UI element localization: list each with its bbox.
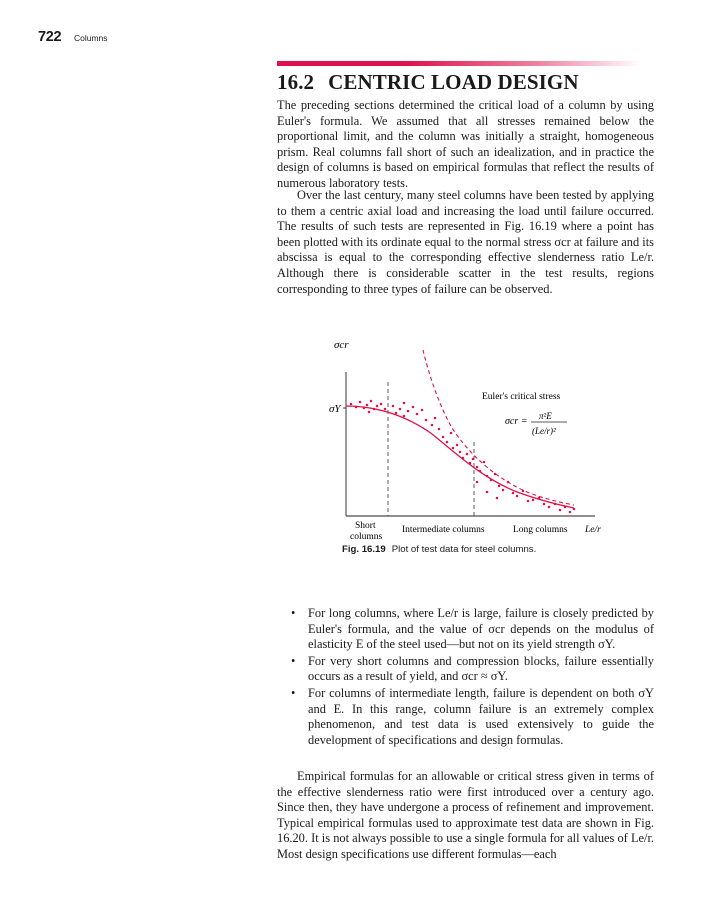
region-short-label-2: columns xyxy=(350,532,383,542)
paragraph-3: Empirical formulas for an allowable or critical stress given in terms of the effective slenderness ratio were first introduced over a century ago. Since then, they have undergone a process of refinement and improvement. Typical empirical formulas used to approximate test data are shown in Fig. 16.20. It is not always possible to use a single formula for all values of Le/r. Most design specifications use different formulas—each xyxy=(277,769,654,861)
data-point xyxy=(403,402,406,405)
data-point xyxy=(483,461,486,464)
data-point xyxy=(516,495,519,498)
running-head: Columns xyxy=(74,33,108,43)
data-point xyxy=(507,481,510,484)
data-point xyxy=(431,424,434,427)
data-point xyxy=(395,412,398,415)
bullet-short-columns: • For very short columns and compression blocks, failure essentially occurs as a result of yield, and σcr ≈ σY. xyxy=(291,653,654,684)
y-axis-label: σcr xyxy=(334,339,349,351)
data-point xyxy=(494,473,497,476)
data-point xyxy=(532,499,535,502)
formula-denominator: (Le/r)² xyxy=(532,426,556,436)
data-point xyxy=(469,462,472,465)
data-point xyxy=(502,489,505,492)
page-number: 722 xyxy=(38,29,62,45)
data-point xyxy=(479,470,482,473)
test-data-plot xyxy=(277,330,657,575)
x-axis-label: Le/r xyxy=(585,525,601,535)
test-trend-curve xyxy=(346,406,574,508)
section-title xyxy=(277,70,579,95)
data-point xyxy=(399,408,402,411)
data-point xyxy=(366,404,369,407)
data-point xyxy=(363,407,366,410)
data-point xyxy=(459,451,462,454)
data-point xyxy=(476,481,479,484)
data-point xyxy=(442,436,445,439)
yield-stress-label: σY xyxy=(329,403,341,415)
data-point xyxy=(412,406,415,409)
figure-caption xyxy=(342,544,536,555)
data-point xyxy=(486,491,489,494)
data-point xyxy=(476,466,479,469)
data-point xyxy=(355,406,358,409)
data-point xyxy=(554,503,557,506)
region-long-label: Long columns xyxy=(513,525,568,535)
data-point xyxy=(559,509,562,512)
data-point xyxy=(462,457,465,460)
data-point xyxy=(434,417,437,420)
data-point xyxy=(438,428,441,431)
failure-types-list xyxy=(277,606,654,749)
region-short-label-1: Short xyxy=(355,521,376,531)
data-point xyxy=(543,503,546,506)
formula-lhs: σcr = xyxy=(505,416,528,427)
data-point xyxy=(527,500,530,503)
data-point xyxy=(403,415,406,418)
data-point xyxy=(376,405,379,408)
bullet-long-columns: • For long columns, where Le/r is large, failure is closely predicted by Euler's formula, and the value of σcr depends on the modulus of elasticity E of the steel used—but not on its yield strength σY. xyxy=(291,606,654,652)
data-point xyxy=(472,458,475,461)
data-point xyxy=(564,506,567,509)
data-point xyxy=(359,401,362,404)
paragraph-1: The preceding sections determined the critical load of a column by using Euler's formula. We assumed that all stresses remained below the proportional limit, and the column was initially a straight, homogeneous prism. Real columns fall short of such an idealization, and in practice the design of columns is based on empirical formulas that reflect the results of numerous laboratory tests. xyxy=(277,98,654,190)
data-point xyxy=(490,479,493,482)
data-point xyxy=(573,508,576,511)
data-point xyxy=(450,432,453,435)
data-point xyxy=(425,419,428,422)
figure-16-19 xyxy=(277,330,657,575)
data-point xyxy=(538,497,541,500)
section-number: 16.2 xyxy=(277,70,315,94)
data-point xyxy=(380,403,383,406)
data-point xyxy=(416,413,419,416)
data-point xyxy=(522,490,525,493)
data-point xyxy=(466,453,469,456)
data-point xyxy=(456,444,459,447)
section-heading: CENTRIC LOAD DESIGN xyxy=(328,70,579,94)
caption-text: Plot of test data for steel columns. xyxy=(391,544,537,555)
data-point xyxy=(407,410,410,413)
data-point xyxy=(498,485,501,488)
caption-label: Fig. 16.19 xyxy=(342,544,386,555)
data-point xyxy=(512,492,515,495)
data-point xyxy=(373,408,376,411)
data-point xyxy=(496,497,499,500)
data-point xyxy=(548,506,551,509)
title-accent-bar xyxy=(277,61,642,66)
data-point xyxy=(392,405,395,408)
data-point xyxy=(569,511,572,514)
data-point xyxy=(350,403,353,406)
euler-label: Euler's critical stress xyxy=(482,392,561,402)
data-point xyxy=(421,409,424,412)
data-point xyxy=(452,447,455,450)
paragraph-2: Over the last century, many steel columns have been tested by applying to them a centric axial load and increasing the load until failure occurred. The results of such tests are represented in Fig. 16.19 where a point has been plotted with its ordinate equal to the normal stress σcr at failure and its abscissa is equal to the corresponding effective slenderness ratio Le/r. Although there is considerable scatter in the test results, regions corresponding to three types of failure can be observed. xyxy=(277,188,654,296)
data-point xyxy=(446,441,449,444)
data-point xyxy=(486,475,489,478)
bullet-intermediate-columns: • For columns of intermediate length, failure is dependent on both σY and E. In this range, column failure is an extremely complex phenomenon, and test data is used extensively to guide the development of specifications and design formulas. xyxy=(291,685,654,747)
formula-numerator: π²E xyxy=(539,411,552,421)
data-point xyxy=(370,400,373,403)
data-point xyxy=(384,408,387,411)
data-point xyxy=(368,411,371,414)
region-intermediate-label: Intermediate columns xyxy=(402,525,485,535)
